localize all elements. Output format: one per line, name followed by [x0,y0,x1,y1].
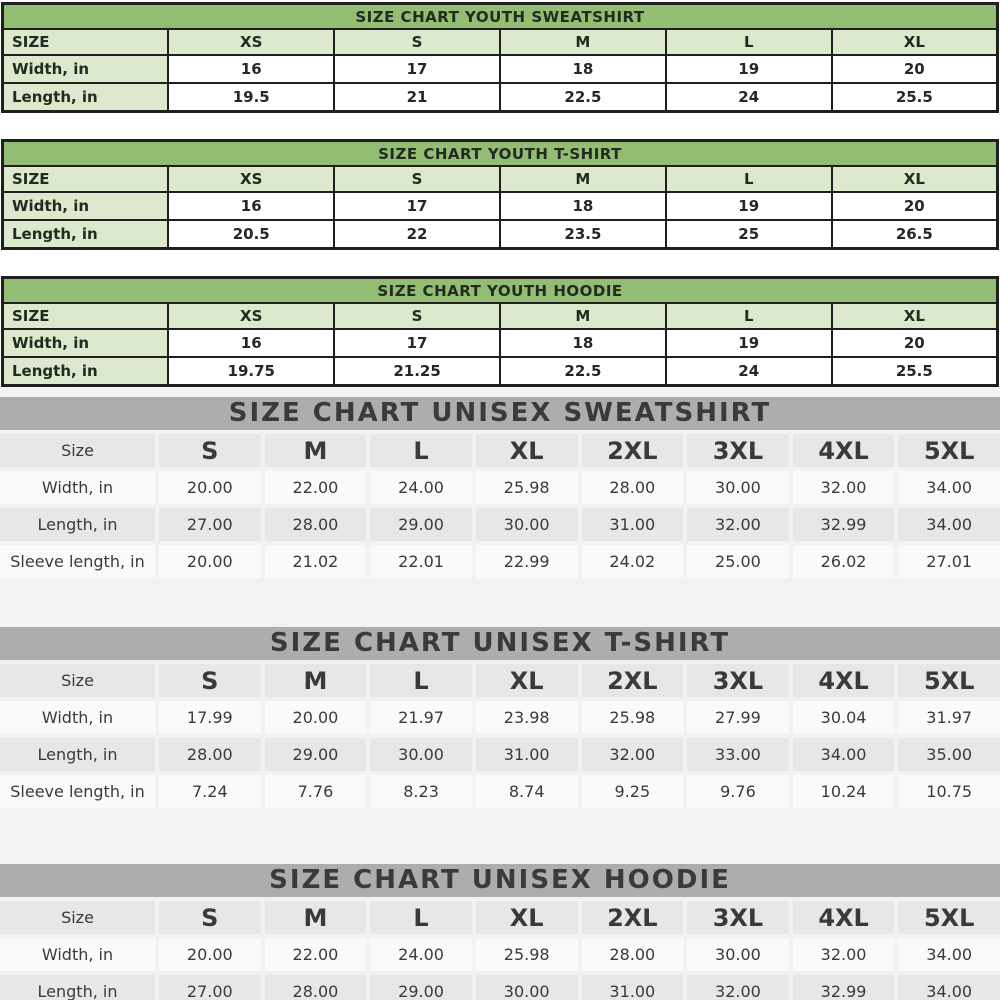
size-value-cell: 32.99 [793,508,895,541]
table-row [3,220,998,249]
size-value-cell: 34.00 [898,508,1000,541]
table-row [0,938,1000,971]
table-title: SIZE CHART YOUTH T-SHIRT [3,141,998,167]
table-title-row [3,141,998,167]
column-header: L [666,303,832,329]
column-header-row [0,901,1000,934]
unisex-size-charts-section [0,387,1000,1000]
size-value-cell: 34.00 [898,471,1000,504]
size-value-cell: 16 [168,329,334,357]
size-value-cell: 17 [334,192,500,220]
size-value-cell: 7.76 [265,775,367,808]
size-value-cell: 25.98 [582,701,684,734]
column-header: 5XL [898,901,1000,934]
column-header: M [500,29,666,55]
size-table-youth-hoodie [1,276,999,387]
table-row [0,701,1000,734]
size-value-cell: 24 [666,83,832,112]
size-value-cell: 20 [832,192,998,220]
size-value-cell: 22.5 [500,83,666,112]
column-header: 2XL [582,901,684,934]
column-header: 3XL [687,664,789,697]
size-value-cell: 21.25 [334,357,500,386]
size-value-cell: 24.00 [370,938,472,971]
size-value-cell: 25.5 [832,357,998,386]
size-value-cell: 32.00 [793,938,895,971]
column-header: L [666,29,832,55]
size-chart-unisex-sweatshirt [0,397,1000,578]
size-label: SIZE [3,303,169,329]
size-value-cell: 24.02 [582,545,684,578]
size-value-cell: 26.02 [793,545,895,578]
column-header: XL [476,434,578,467]
size-value-cell: 32.00 [582,738,684,771]
row-label: Width, in [3,55,169,83]
youth-size-charts-section [0,0,1000,387]
table-row [0,775,1000,808]
column-header: XS [168,29,334,55]
size-grid-unisex-tshirt [0,664,1000,808]
column-header: 3XL [687,901,789,934]
size-value-cell: 21.02 [265,545,367,578]
size-value-cell: 31.00 [476,738,578,771]
size-value-cell: 28.00 [159,738,261,771]
size-value-cell: 25.98 [476,471,578,504]
size-value-cell: 18 [500,192,666,220]
size-value-cell: 30.00 [687,938,789,971]
size-label: SIZE [3,166,169,192]
size-value-cell: 20.5 [168,220,334,249]
size-grid-unisex-sweatshirt [0,434,1000,578]
table-row [3,192,998,220]
size-value-cell: 32.00 [793,471,895,504]
size-value-cell: 17 [334,329,500,357]
size-value-cell: 20.00 [159,471,261,504]
size-value-cell: 23.98 [476,701,578,734]
table-row [3,55,998,83]
table-row [3,357,998,386]
size-label: SIZE [3,29,169,55]
row-label: Length, in [3,357,169,386]
column-header: 2XL [582,664,684,697]
size-chart-unisex-hoodie [0,864,1000,1000]
size-label: Size [0,901,155,934]
size-value-cell: 22.5 [500,357,666,386]
table-title: SIZE CHART YOUTH SWEATSHIRT [3,4,998,30]
column-header: M [500,303,666,329]
column-header: 5XL [898,434,1000,467]
column-header: S [334,303,500,329]
row-label: Width, in [0,938,155,971]
size-value-cell: 7.24 [159,775,261,808]
size-value-cell: 27.99 [687,701,789,734]
size-value-cell: 31.00 [582,975,684,1000]
column-header: XS [168,303,334,329]
table-title: SIZE CHART UNISEX T-SHIRT [0,627,1000,660]
size-grid-unisex-hoodie [0,901,1000,1000]
size-value-cell: 18 [500,55,666,83]
size-value-cell: 20.00 [159,545,261,578]
row-label: Length, in [0,738,155,771]
column-header: L [666,166,832,192]
size-value-cell: 30.00 [370,738,472,771]
size-label: Size [0,434,155,467]
row-label: Length, in [3,220,169,249]
size-value-cell: 32.00 [687,508,789,541]
table-title: SIZE CHART YOUTH HOODIE [3,278,998,304]
size-value-cell: 20 [832,329,998,357]
size-value-cell: 31.97 [898,701,1000,734]
column-header: S [334,29,500,55]
column-header: XL [832,303,998,329]
size-value-cell: 23.5 [500,220,666,249]
size-value-cell: 30.04 [793,701,895,734]
size-value-cell: 34.00 [793,738,895,771]
column-header: S [159,664,261,697]
row-label: Width, in [3,192,169,220]
size-value-cell: 10.24 [793,775,895,808]
size-value-cell: 29.00 [265,738,367,771]
table-title-row [3,278,998,304]
size-value-cell: 20 [832,55,998,83]
column-header: XL [476,664,578,697]
size-value-cell: 30.00 [687,471,789,504]
column-header: 4XL [793,901,895,934]
size-value-cell: 9.25 [582,775,684,808]
row-label: Length, in [0,975,155,1000]
size-value-cell: 25 [666,220,832,249]
size-value-cell: 22 [334,220,500,249]
column-header: L [370,434,472,467]
column-header-row [3,303,998,329]
size-value-cell: 21.97 [370,701,472,734]
size-value-cell: 21 [334,83,500,112]
column-header: XL [476,901,578,934]
size-value-cell: 16 [168,55,334,83]
column-header-row [0,434,1000,467]
size-value-cell: 18 [500,329,666,357]
row-label: Length, in [0,508,155,541]
column-header: 4XL [793,664,895,697]
size-value-cell: 25.98 [476,938,578,971]
size-value-cell: 33.00 [687,738,789,771]
size-chart-youth-hoodie [1,276,999,387]
column-header: XL [832,29,998,55]
size-value-cell: 17 [334,55,500,83]
size-value-cell: 19 [666,192,832,220]
row-label: Width, in [0,471,155,504]
size-value-cell: 34.00 [898,975,1000,1000]
size-value-cell: 35.00 [898,738,1000,771]
column-header: 3XL [687,434,789,467]
size-value-cell: 17.99 [159,701,261,734]
table-row [0,508,1000,541]
size-chart-youth-tshirt [1,139,999,250]
size-value-cell: 24 [666,357,832,386]
size-value-cell: 28.00 [265,508,367,541]
table-row [3,83,998,112]
size-value-cell: 28.00 [582,938,684,971]
column-header-row [3,29,998,55]
row-label: Width, in [0,701,155,734]
column-header: 4XL [793,434,895,467]
size-value-cell: 20.00 [159,938,261,971]
size-value-cell: 22.00 [265,938,367,971]
size-value-cell: 16 [168,192,334,220]
size-value-cell: 8.23 [370,775,472,808]
table-title: SIZE CHART UNISEX HOODIE [0,864,1000,897]
size-value-cell: 25.5 [832,83,998,112]
size-value-cell: 30.00 [476,975,578,1000]
size-value-cell: 30.00 [476,508,578,541]
size-value-cell: 22.01 [370,545,472,578]
size-value-cell: 10.75 [898,775,1000,808]
table-row [0,975,1000,1000]
table-row [0,738,1000,771]
size-value-cell: 27.00 [159,975,261,1000]
size-value-cell: 19 [666,55,832,83]
column-header: XS [168,166,334,192]
size-value-cell: 28.00 [265,975,367,1000]
table-row [0,545,1000,578]
column-header-row [0,664,1000,697]
size-table-youth-tshirt [1,139,999,250]
size-label: Size [0,664,155,697]
size-value-cell: 24.00 [370,471,472,504]
size-value-cell: 29.00 [370,508,472,541]
size-value-cell: 19.5 [168,83,334,112]
table-title-row [3,4,998,30]
table-row [3,329,998,357]
column-header: M [265,434,367,467]
row-label: Sleeve length, in [0,545,155,578]
size-value-cell: 22.99 [476,545,578,578]
size-value-cell: 28.00 [582,471,684,504]
size-value-cell: 9.76 [687,775,789,808]
size-value-cell: 27.01 [898,545,1000,578]
column-header: M [265,664,367,697]
column-header-row [3,166,998,192]
column-header: M [265,901,367,934]
column-header: 2XL [582,434,684,467]
column-header: 5XL [898,664,1000,697]
size-chart-youth-sweatshirt [1,2,999,113]
row-label: Width, in [3,329,169,357]
column-header: L [370,901,472,934]
size-value-cell: 19.75 [168,357,334,386]
size-value-cell: 26.5 [832,220,998,249]
size-value-cell: 32.00 [687,975,789,1000]
size-value-cell: 34.00 [898,938,1000,971]
size-value-cell: 19 [666,329,832,357]
table-title: SIZE CHART UNISEX SWEATSHIRT [0,397,1000,430]
size-value-cell: 25.00 [687,545,789,578]
size-value-cell: 31.00 [582,508,684,541]
row-label: Sleeve length, in [0,775,155,808]
table-row [0,471,1000,504]
size-value-cell: 8.74 [476,775,578,808]
size-table-youth-sweatshirt [1,2,999,113]
size-value-cell: 22.00 [265,471,367,504]
size-value-cell: 32.99 [793,975,895,1000]
size-chart-unisex-tshirt [0,627,1000,808]
column-header: S [159,901,261,934]
column-header: S [334,166,500,192]
column-header: M [500,166,666,192]
column-header: XL [832,166,998,192]
size-value-cell: 27.00 [159,508,261,541]
size-value-cell: 29.00 [370,975,472,1000]
size-value-cell: 20.00 [265,701,367,734]
row-label: Length, in [3,83,169,112]
column-header: L [370,664,472,697]
column-header: S [159,434,261,467]
